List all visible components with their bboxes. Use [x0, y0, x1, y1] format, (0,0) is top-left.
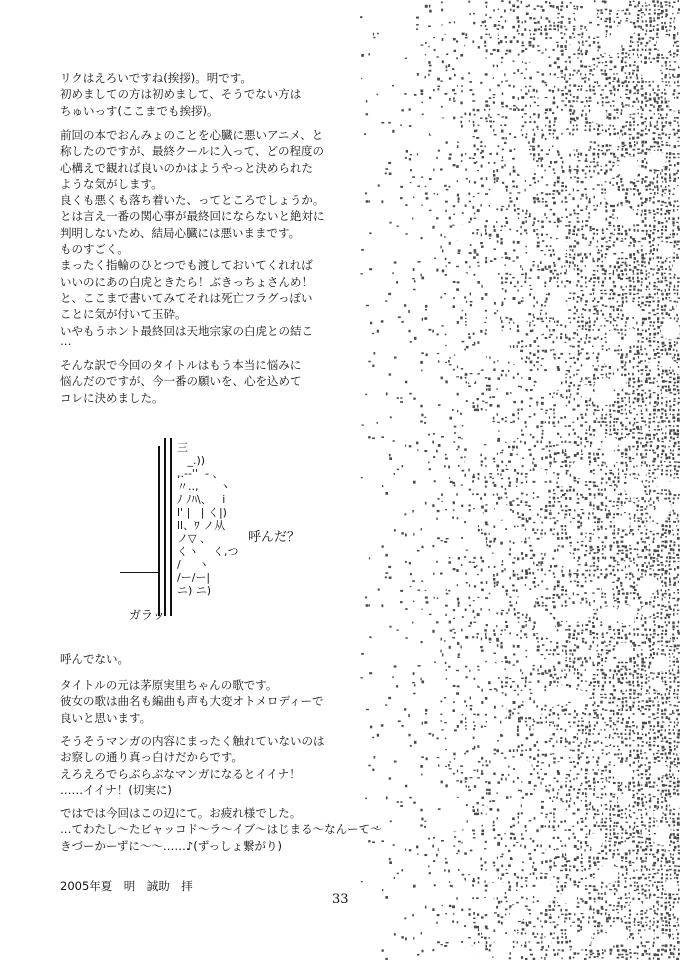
- ascii-art-character: [120, 438, 320, 628]
- paragraph-greeting: [60, 70, 301, 119]
- text-line: タイトルの元は茅原実里ちゃんの歌です。: [60, 678, 278, 692]
- paragraph-not-called: [60, 651, 129, 667]
- text-line: 初めましての方は初めまして、そうでない方は: [60, 87, 302, 102]
- text-line: 良くも悪くも落ち着いた、ってところでしょうか。: [60, 193, 325, 208]
- text-line: 称したのですが、最終クールに入って、どの程度の: [60, 144, 325, 159]
- sound-effect: ガラッ: [129, 608, 165, 622]
- called-speech: 呼んだ？: [248, 530, 301, 545]
- ascii-art-line: ,.--'' ‐ 、: [177, 467, 224, 480]
- text-line: お察しの通り真っ白けだからです。: [60, 750, 243, 765]
- floor-line: [120, 572, 158, 573]
- ascii-art-line: /ー/ー|: [177, 571, 211, 584]
- text-line: いやもうホント最終回は天地宗家の白虎との結こ: [60, 323, 313, 338]
- text-line: ……イイナ！(切実に): [60, 782, 172, 797]
- paragraph-title-origin: [60, 677, 323, 726]
- paragraph-title-choice: [60, 357, 302, 406]
- text-line: 彼女の歌は曲名も編曲も声も大変オトメロディーで: [60, 694, 324, 709]
- paragraph-ellipsis: [60, 333, 72, 349]
- ascii-art-line: l' | | く|): [177, 506, 227, 519]
- text-line: とは言え一番の関心事が最終回にならないと絶対に: [60, 209, 325, 224]
- text-line: 判明しないため、結局心臓には悪いままです。: [60, 225, 301, 240]
- text-line: リクはえろいですね(挨拶)。明です。: [60, 71, 252, 85]
- paragraph-manga-content: [60, 733, 325, 798]
- text-line: …: [60, 334, 72, 348]
- text-line: 前回の本でおんみょのことを心臓に悪いアニメ、と: [60, 128, 324, 142]
- door-frame-line: [164, 438, 166, 616]
- ascii-art-line: 〃.., ヽ: [177, 480, 231, 493]
- text-line: そうそうマンガの内容にまったく触れていないのは: [60, 734, 325, 748]
- paragraph-anime-thoughts: [60, 127, 325, 339]
- text-line: コレに決めました。: [60, 390, 164, 405]
- ascii-art-line: _.)): [177, 454, 206, 467]
- text-line: 悩んだのですが、今一番の願いを、心を込めて: [60, 374, 302, 389]
- door-frame-line: [170, 438, 172, 616]
- text-line: ことに気が付いて玉砕。: [60, 307, 187, 322]
- text-line: えろえろでらぶらぶなマンガになるとイイナ！: [60, 766, 301, 781]
- ascii-art-line: / ヽ: [177, 558, 210, 571]
- ascii-art-line: ﾉ ﾉﾊ\、 i: [177, 493, 226, 506]
- signature: 2005年夏 明 誠助 拝: [60, 879, 193, 893]
- text-line: きづーかーずに～～……♪(ずっしょ繋がり): [60, 838, 283, 853]
- text-line: …てわたし～たビャッコド～ラ～イブ～はじまる～なんーて～: [60, 822, 382, 837]
- text-line: 心構えで観れば良いのかはようやっと決められた: [60, 160, 313, 175]
- text-line: そんな訳で今回のタイトルはもう本当に悩みに: [60, 358, 302, 372]
- ascii-art-line: ll、ﾜ ノ从: [177, 519, 226, 532]
- text-line: 呼んでない。: [60, 652, 129, 666]
- ascii-art-line: ノ▽ 、: [177, 532, 211, 545]
- text-line: ちゅいっす(ここまでも挨拶)。: [60, 103, 219, 118]
- text-line: 良いと思います。: [60, 710, 152, 725]
- ascii-art-line: 三: [177, 441, 188, 454]
- paragraph-closing: [60, 805, 382, 854]
- text-line: いいのにあの白虎ときたら！ぶきっちょさんめ！: [60, 274, 313, 289]
- text-line: ではでは今回はこの辺にて。お疲れ様でした。: [60, 806, 302, 820]
- text-line: ものすごく。: [60, 242, 129, 257]
- ascii-art-line: ニ) ニ): [177, 584, 212, 597]
- ascii-art-line: くヽ く,つ: [177, 545, 239, 558]
- text-line: と、ここまで書いてみてそれは死亡フラグっぽい: [60, 290, 313, 305]
- page-number: 33: [332, 892, 349, 907]
- text-line: ような気がします。: [60, 176, 163, 191]
- door-frame-line: [158, 446, 160, 616]
- text-line: まったく指輪のひとつでも渡しておいてくれれば: [60, 258, 313, 273]
